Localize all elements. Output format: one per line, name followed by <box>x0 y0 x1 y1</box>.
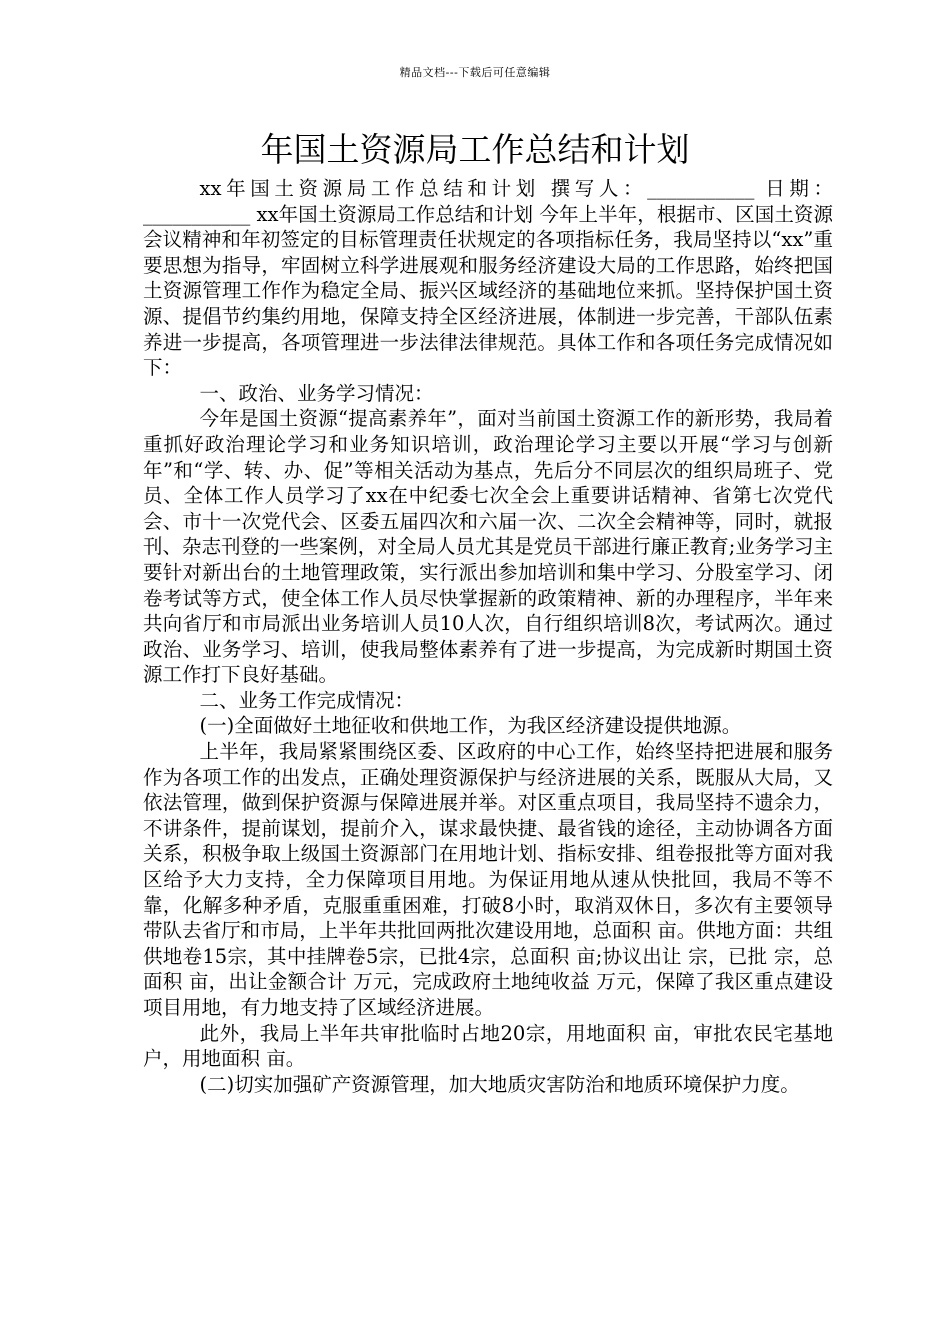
subheading-mineral-resources: (二)切实加强矿产资源管理，加大地质灾害防治和地质环境保护力度。 <box>199 1072 800 1096</box>
paragraph-temporary-land: 此外，我局上半年共审批临时占地20宗，用地面积 亩，审批农民宅基地 户，用地面积 亩。 <box>143 1021 833 1071</box>
paragraph-land-supply: 上半年，我局紧紧围绕区委、区政府的中心工作，始终坚持把进展和服务作为各项工作的出发点，正确处理资源保护与经济进展的关系，既服从大局，又依法管理，做到保护资源与保障进展并举。对区重点项目，我局坚持不遗余力，不讲条件，提前谋划，提前介入，谋求最快捷、最省钱的途径，主动协调各方面关系，积极争取上级国土资源部门在用地计划、指标安排、组卷报批等方面对我区给予大力支持，全力保障项目用地。为保证用地从速从快批回，我局不等不靠，化解多种矛盾，克服重重困难，打破8小时，取消双休日，多次有主要领导带队去省厅和市局，上半年共批回两批次建设用地，总面积 亩。供地方面：共组供地卷15宗，其中挂牌卷5宗，已批4宗，总面积 亩;协议出让 宗，已批 宗，总面积 亩，出让金额合计 万元，完成政府土地纯收益 万元，保障了我区重点建设项目用地，有力地支持了区域经济进展。 <box>143 740 833 1019</box>
subheading-land-supply: (一)全面做好土地征收和供地工作，为我区经济建设提供地源。 <box>199 714 742 738</box>
heading-section-2: 二、业务工作完成情况： <box>199 688 415 712</box>
paragraph-intro: xx年国土资源局工作总结和计划 撰写人：___________ 日期：___________ xx年国土资源局工作总结和计划 今年上半年，根据市、区国土资源会议精神和年初签定的目标管理责任状规定的各项指标任务，我局坚持以“xx”重要思想为指导，牢固树立科学进展观和服务经济建设大局的工作思路，始终把国土资源管理工作作为稳定全局、振兴区域经济的基础地位来抓。坚持保护国土资源、提倡节约集约用地，保障支持全区经济进展，体制进一步完善，干部队伍素养进一步提高，各项管理进一步法律法律规范。具体工作和各项任务完成情况如下： <box>143 177 833 380</box>
header-note: 精品文档---下载后可任意编辑 <box>399 66 551 79</box>
document-title: 年国土资源局工作总结和计划 <box>260 130 690 169</box>
document-body <box>143 176 833 1097</box>
paragraph-study: 今年是国土资源“提高素养年”，面对当前国土资源工作的新形势，我局着重抓好政治理论学习和业务知识培训，政治理论学习主要以开展“学习与创新年”和“学、转、办、促”等相关活动为基点，先后分不同层次的组织局班子、党员、全体工作人员学习了xx在中纪委七次全会上重要讲话精神、省第七次党代会、市十一次党代会、区委五届四次和六届一次、二次全会精神等，同时，就报刊、杂志刊登的一些案例，对全局人员尤其是党员干部进行廉正教育;业务学习主要针对新出台的土地管理政策，实行派出参加培训和集中学习、分股室学习、闭卷考试等方式，使全体工作人员尽快掌握新的政策精神、新的办理程序，半年来共向省厅和市局派出业务培训人员10人次，自行组织培训8次，考试两次。通过政治、业务学习、培训，使我局整体素养有了进一步提高，为完成新时期国土资源工作打下良好基础。 <box>143 407 833 687</box>
heading-section-1: 一、政治、业务学习情况： <box>199 381 434 405</box>
